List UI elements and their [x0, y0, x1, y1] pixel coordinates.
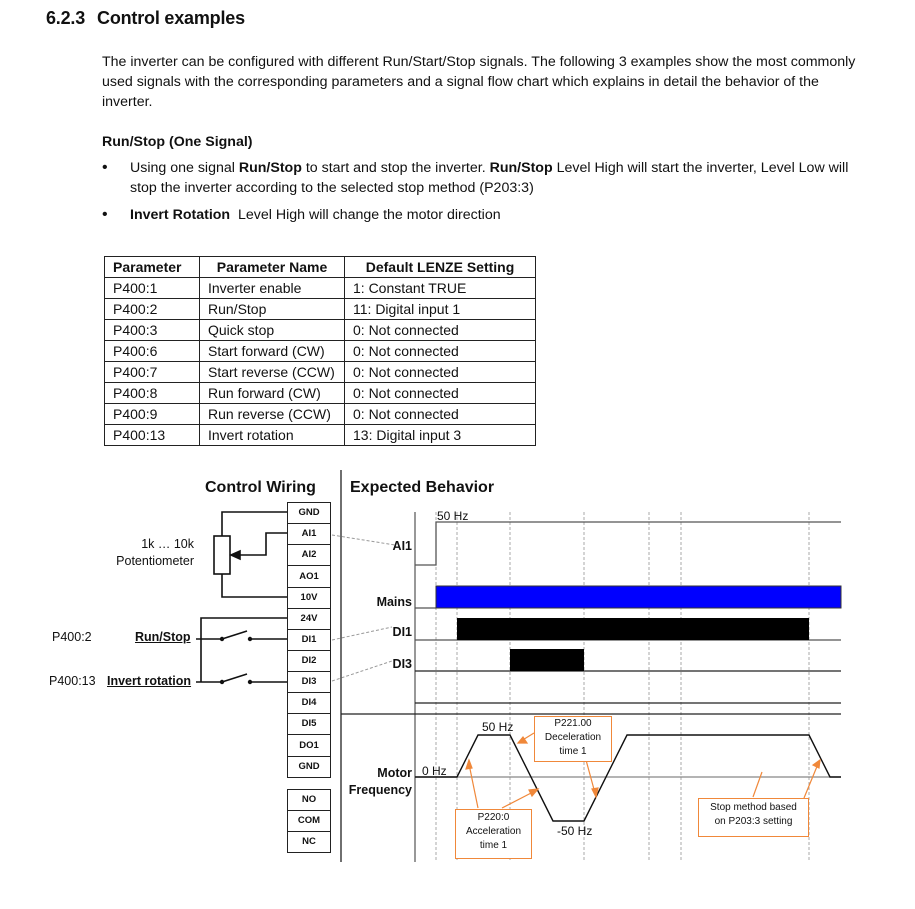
cell-default: 0: Not connected [345, 341, 536, 362]
switch-wiring [196, 618, 287, 682]
terminal-gnd-2: GND [287, 756, 331, 778]
ai1-value-label: 50 Hz [437, 509, 469, 523]
potentiometer-range: 1k … 10k [141, 537, 194, 551]
zero-hz-label: 0 Hz [422, 764, 447, 778]
cell-parameter: P400:6 [105, 341, 200, 362]
signal-label-di3: DI3 [392, 657, 412, 671]
text: Level High will start the inverter, Level Low will stop the inverter according to the selected stop method (P203:3) [130, 160, 849, 196]
pos-50hz-label: 50 Hz [482, 720, 514, 734]
neg-50hz-label: -50 Hz [557, 824, 593, 838]
cell-name: Quick stop [200, 320, 345, 341]
cell-name: Start reverse (CCW) [200, 362, 345, 383]
column-header: Parameter [105, 257, 200, 278]
terminal-ai1: AI1 [287, 523, 331, 545]
terminal-di3: DI3 [287, 671, 331, 693]
cell-parameter: P400:2 [105, 299, 200, 320]
cell-default: 0: Not connected [345, 362, 536, 383]
section-title: Control examples [97, 8, 245, 28]
subsection-title: Run/Stop (One Signal) [102, 134, 253, 150]
frequency-label: Frequency [348, 783, 412, 797]
terminal-10v: 10V [287, 587, 331, 609]
intro-paragraph: The inverter can be configured with different Run/Start/Stop signals. The following 3 examples show the most commonly used signals with the corresponding parameters and a signal flow chart which explains in detail the behavior of the inverter. [102, 54, 856, 110]
cell-default: 0: Not connected [345, 383, 536, 404]
cell-default: 0: Not connected [345, 320, 536, 341]
cell-default: 11: Digital input 1 [345, 299, 536, 320]
text: to start and stop the inverter. [301, 160, 490, 176]
input-invert-rotation: Invert rotation [107, 674, 192, 688]
motor-label: Motor [377, 766, 412, 780]
cell-parameter: P400:13 [105, 425, 200, 446]
terminal-24v: 24V [287, 608, 331, 630]
param-invert-rotation: P400:13 [49, 674, 96, 688]
expected-behavior-title: Expected Behavior [350, 479, 495, 496]
cell-name: Start forward (CW) [200, 341, 345, 362]
terminal-com: COM [287, 810, 331, 832]
callout-line: Deceleration [544, 732, 602, 743]
terminal-no: NO [287, 789, 331, 811]
terminal-ao1: AO1 [287, 565, 331, 588]
signal-label-mains: Mains [376, 595, 412, 609]
callout-line: on P203:3 setting [714, 816, 793, 827]
callout-line: time 1 [559, 746, 587, 757]
control-wiring-title: Control Wiring [205, 479, 316, 496]
param-run-stop: P400:2 [52, 630, 92, 644]
potentiometer-text: Potentiometer [116, 554, 194, 568]
callout-line: Acceleration [465, 826, 522, 837]
cell-default: 13: Digital input 3 [345, 425, 536, 446]
callout-line: Stop method based [710, 802, 797, 813]
callout-line: P220:0 [477, 812, 510, 823]
signal-label-di1: DI1 [392, 625, 412, 639]
cell-parameter: P400:8 [105, 383, 200, 404]
callout-acceleration [455, 809, 532, 859]
cell-default: 1: Constant TRUE [345, 278, 536, 299]
cell-parameter: P400:7 [105, 362, 200, 383]
text: Using one signal [130, 160, 239, 176]
column-header: Default LENZE Setting [345, 257, 536, 278]
cell-name: Run forward (CW) [200, 383, 345, 404]
callout-deceleration [534, 716, 612, 762]
callout-line: P221.00 [554, 718, 592, 729]
cell-parameter: P400:3 [105, 320, 200, 341]
cell-name: Run reverse (CCW) [200, 404, 345, 425]
cell-parameter: P400:1 [105, 278, 200, 299]
bold-text: Run/Stop [489, 160, 553, 176]
cell-name: Run/Stop [200, 299, 345, 320]
terminal-gnd: GND [287, 502, 331, 524]
cell-name: Invert rotation [200, 425, 345, 446]
terminal-di1: DI1 [287, 629, 331, 651]
cell-default: 0: Not connected [345, 404, 536, 425]
bold-text: Run/Stop [238, 160, 302, 176]
cell-parameter: P400:9 [105, 404, 200, 425]
section-number: 6.2.3 [46, 8, 86, 28]
callout-stop-method [698, 798, 809, 837]
signal-label-ai1: AI1 [392, 539, 412, 553]
input-run-stop: Run/Stop [135, 630, 191, 644]
potentiometer-label [106, 536, 194, 570]
terminal-di4: DI4 [287, 692, 331, 714]
terminal-ai2: AI2 [287, 544, 331, 566]
bold-text: Invert Rotation [130, 207, 231, 223]
text: Level High will change the motor direction [230, 207, 501, 223]
terminal-nc: NC [287, 831, 331, 853]
callout-line: time 1 [479, 840, 508, 851]
terminal-di5: DI5 [287, 713, 331, 735]
terminal-di2: DI2 [287, 650, 331, 672]
cell-name: Inverter enable [200, 278, 345, 299]
terminal-do1: DO1 [287, 734, 331, 757]
column-header: Parameter Name [200, 257, 345, 278]
potentiometer-icon [214, 512, 287, 597]
